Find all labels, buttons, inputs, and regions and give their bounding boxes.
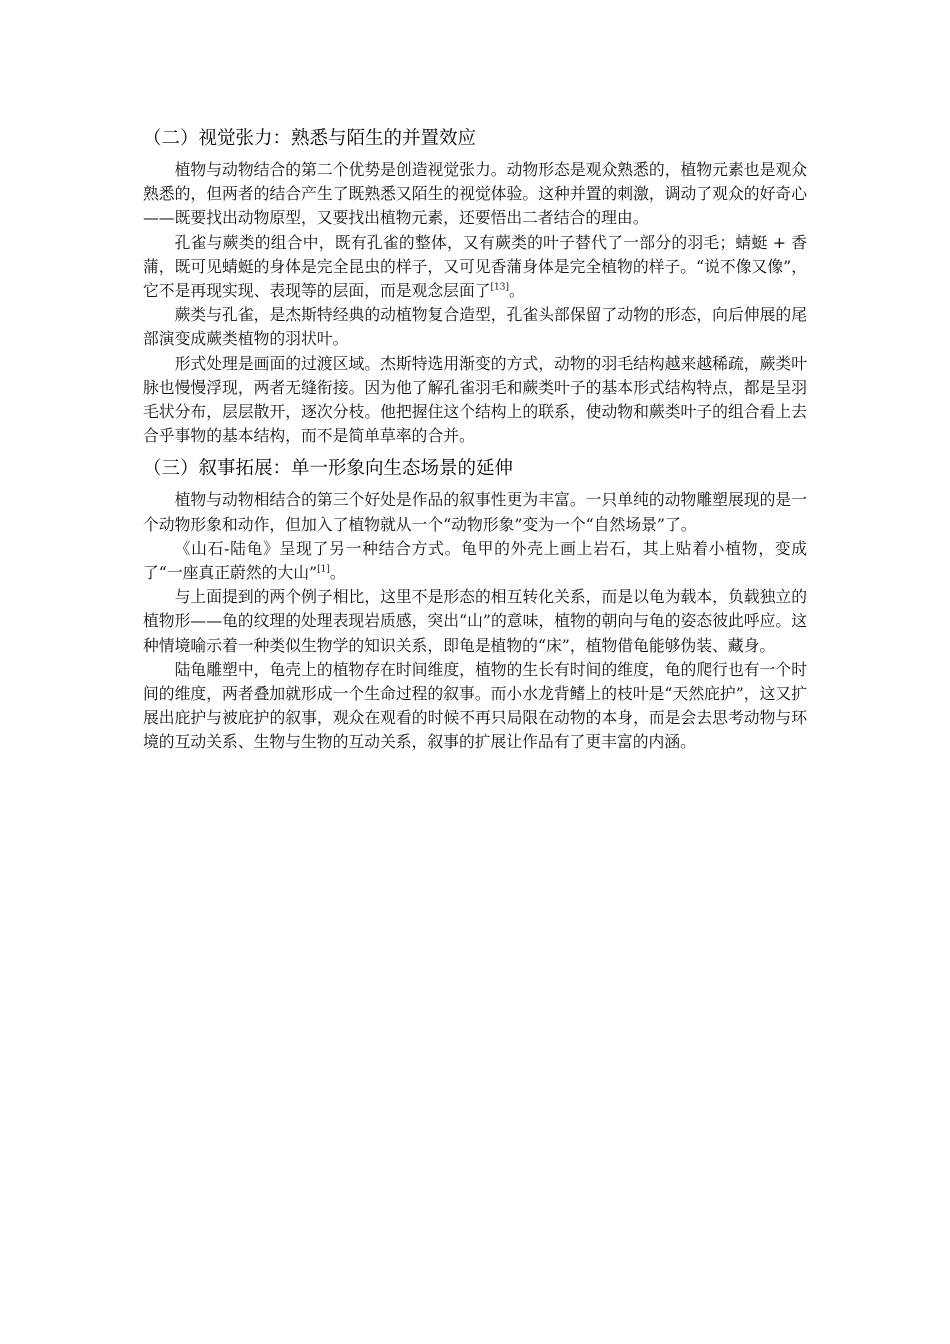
paragraph [143, 537, 807, 585]
section-heading-narrative-expansion: （三）叙事拓展：单一形象向生态场景的延伸 [143, 458, 514, 480]
document-page [143, 124, 807, 755]
paragraph [143, 231, 807, 304]
paragraph: 植物与动物结合的第二个优势是创造视觉张力。动物形态是观众熟悉的，植物元素也是观众熟悉的，但两者的结合产生了既熟悉又陌生的视觉体验。这种并置的刺激，调动了观众的好奇心——既要找出动物原型，又要找出植物元素，还要悟出二者结合的理由。 [143, 160, 807, 228]
paragraph: 蕨类与孔雀，是杰斯特经典的动植物复合造型，孔雀头部保留了动物的形态，向后伸展的尾部演变成蕨类植物的羽状叶。 [143, 305, 807, 349]
paragraph-text: 《山石-陆龟》呈现了另一种结合方式。龟甲的外壳上画上岩石，其上贴着小植物，变成了“一座真正蔚然的大山” [143, 538, 807, 583]
citation-ref: [1] [317, 564, 330, 575]
paragraph: 形式处理是画面的过渡区域。杰斯特选用渐变的方式，动物的羽毛结构越来越稀疏，蕨类叶脉也慢慢浮现，两者无缝衔接。因为他了解孔雀羽毛和蕨类叶子的基本形式结构特点，都是呈羽毛状分布，层层散开，逐次分枝。他把握住这个结构上的联系，使动物和蕨类叶子的组合看上去合乎事物的基本结构，而不是简单草率的合并。 [143, 353, 807, 446]
paragraph: 与上面提到的两个例子相比，这里不是形态的相互转化关系，而是以龟为载本，负载独立的植物形——龟的纹理的处理表现岩质感，突出“山”的意味，植物的朝向与龟的姿态彼此呼应。这种情境喻示着一种类似生物学的知识关系，即龟是植物的“床”，植物借龟能够伪装、藏身。 [143, 587, 807, 655]
paragraph-end: 。 [509, 281, 525, 301]
paragraph: 植物与动物相结合的第三个好处是作品的叙事性更为丰富。一只单纯的动物雕塑展现的是一个动物形象和动作，但加入了植物就从一个“动物形象”变为一个“自然场景”了。 [143, 490, 807, 534]
section-heading-visual-tension: （二）视觉张力：熟悉与陌生的并置效应 [143, 128, 477, 149]
paragraph-end: 。 [329, 563, 346, 583]
citation-ref: [13] [490, 282, 510, 293]
paragraph: 陆龟雕塑中，龟壳上的植物存在时间维度，植物的生长有时间的维度，龟的爬行也有一个时间的维度，两者叠加就形成一个生命过程的叙事。而小水龙背鳍上的枝叶是“天然庇护”，这又扩展出庇护与被庇护的叙事，观众在观看的时候不再只局限在动物的本身，而是会去思考动物与环境的互动关系、生物与生物的互动关系，叙事的扩展让作品有了更丰富的内涵。 [143, 659, 807, 752]
paragraph-text: 孔雀与蕨类的组合中，既有孔雀的整体，又有蕨类的叶子替代了一部分的羽毛；蜻蜓 + 香蒲，既可见蜻蜓的身体是完全昆虫的样子，又可见香蒲身体是完全植物的样子。“说不像又像”，它不是再现实现、表现等的层面，而是观念层面了 [143, 232, 807, 301]
